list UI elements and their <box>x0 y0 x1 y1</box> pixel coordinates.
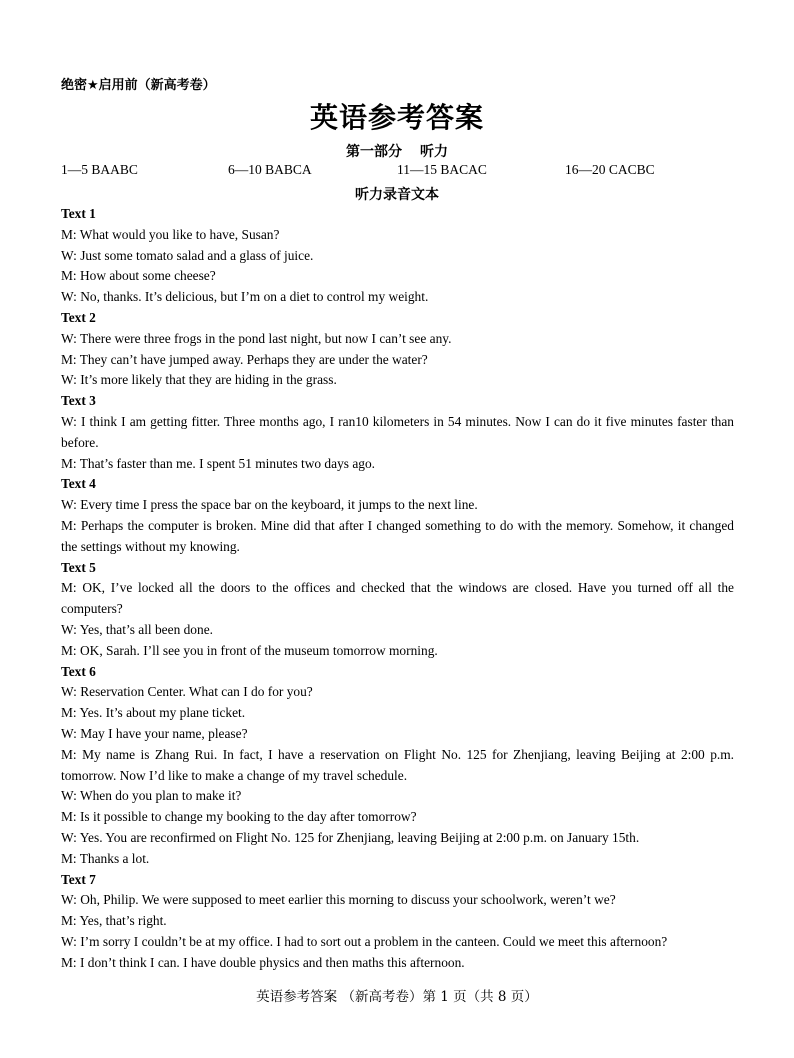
page-title: 英语参考答案 <box>309 101 484 134</box>
text-heading: Text 5 <box>61 559 96 575</box>
dialogue-line: M: OK, Sarah. I’ll see you in front of the museum tomorrow morning. <box>61 642 438 658</box>
answer-group-3: 11—15 BACAC <box>397 162 487 177</box>
transcript-body <box>61 204 734 973</box>
dialogue-line: W: When do you plan to make it? <box>61 788 242 804</box>
dialogue-line: M: Yes, that’s right. <box>61 913 167 929</box>
dialogue-line: W: I’m sorry I couldn’t be at my office. I had to sort out a problem in the canteen. Could we meet this afternoon? <box>61 933 668 949</box>
dialogue-line: M: Perhaps the computer is broken. Mine did that after I changed something to do with the memory. Somehow, it changed the settings without my knowing. <box>61 517 734 554</box>
dialogue-line: W: Oh, Philip. We were supposed to meet earlier this morning to discuss your schoolwork, weren’t we? <box>61 892 616 908</box>
dialogue-line: W: Reservation Center. What can I do for you? <box>61 684 313 700</box>
section-name: 听力 <box>420 144 448 160</box>
page-footer: 英语参考答案 （新高考卷）第 1 页（共 8 页） <box>256 989 538 1005</box>
dialogue-line: M: Thanks a lot. <box>61 850 150 866</box>
answer-key-row <box>0 162 794 180</box>
answer-group-4: 16—20 CACBC <box>565 162 655 177</box>
text-heading: Text 7 <box>61 871 96 887</box>
dialogue-line: W: There were three frogs in the pond last night, but now I can’t see any. <box>61 330 452 346</box>
confidential-label: 绝密★启用前（新高考卷） <box>61 78 216 93</box>
dialogue-line: W: Every time I press the space bar on the keyboard, it jumps to the next line. <box>61 497 478 513</box>
dialogue-line: W: It’s more likely that they are hiding in the grass. <box>61 372 337 388</box>
dialogue-line: W: Yes. You are reconfirmed on Flight No. 125 for Zhenjiang, leaving Beijing at 2:00 p.m. on January 15th. <box>61 829 640 845</box>
dialogue-line: M: Is it possible to change my booking to the day after tomorrow? <box>61 809 417 825</box>
dialogue-line: M: My name is Zhang Rui. In fact, I have a reservation on Flight No. 125 for Zhenjiang, leaving Beijing at 2:00 p.m. tomorrow. Now I’d like to make a change of my travel schedule. <box>61 746 734 783</box>
dialogue-line: M: OK, I’ve locked all the doors to the offices and checked that the windows are closed. Have you turned off all the computers? <box>61 580 734 617</box>
dialogue-line: W: Yes, that’s all been done. <box>61 621 213 637</box>
dialogue-line: M: I don’t think I can. I have double physics and then maths this afternoon. <box>61 954 465 970</box>
dialogue-line: M: How about some cheese? <box>61 268 216 284</box>
dialogue-line: M: That’s faster than me. I spent 51 minutes two days ago. <box>61 455 376 471</box>
dialogue-line: M: Yes. It’s about my plane ticket. <box>61 705 246 721</box>
text-heading: Text 6 <box>61 663 96 679</box>
answer-group-2: 6—10 BABCA <box>228 162 312 177</box>
dialogue-line: W: No, thanks. It’s delicious, but I’m on a diet to control my weight. <box>61 289 429 305</box>
dialogue-line: W: May I have your name, please? <box>61 725 248 741</box>
section-number: 第一部分 <box>346 144 402 160</box>
dialogue-line: W: I think I am getting fitter. Three months ago, I ran10 kilometers in 54 minutes. Now I can do it five minutes faster than before. <box>61 413 734 450</box>
dialogue-line: M: They can’t have jumped away. Perhaps they are under the water? <box>61 351 428 367</box>
section-heading <box>0 141 794 161</box>
dialogue-line: W: Just some tomato salad and a glass of juice. <box>61 247 314 263</box>
dialogue-line: M: What would you like to have, Susan? <box>61 226 280 242</box>
text-heading: Text 2 <box>61 309 96 325</box>
text-heading: Text 4 <box>61 476 96 492</box>
answer-group-1: 1—5 BAABC <box>61 162 138 177</box>
text-heading: Text 3 <box>61 393 96 409</box>
text-heading: Text 1 <box>61 206 96 221</box>
transcript-title: 听力录音文本 <box>355 187 439 203</box>
